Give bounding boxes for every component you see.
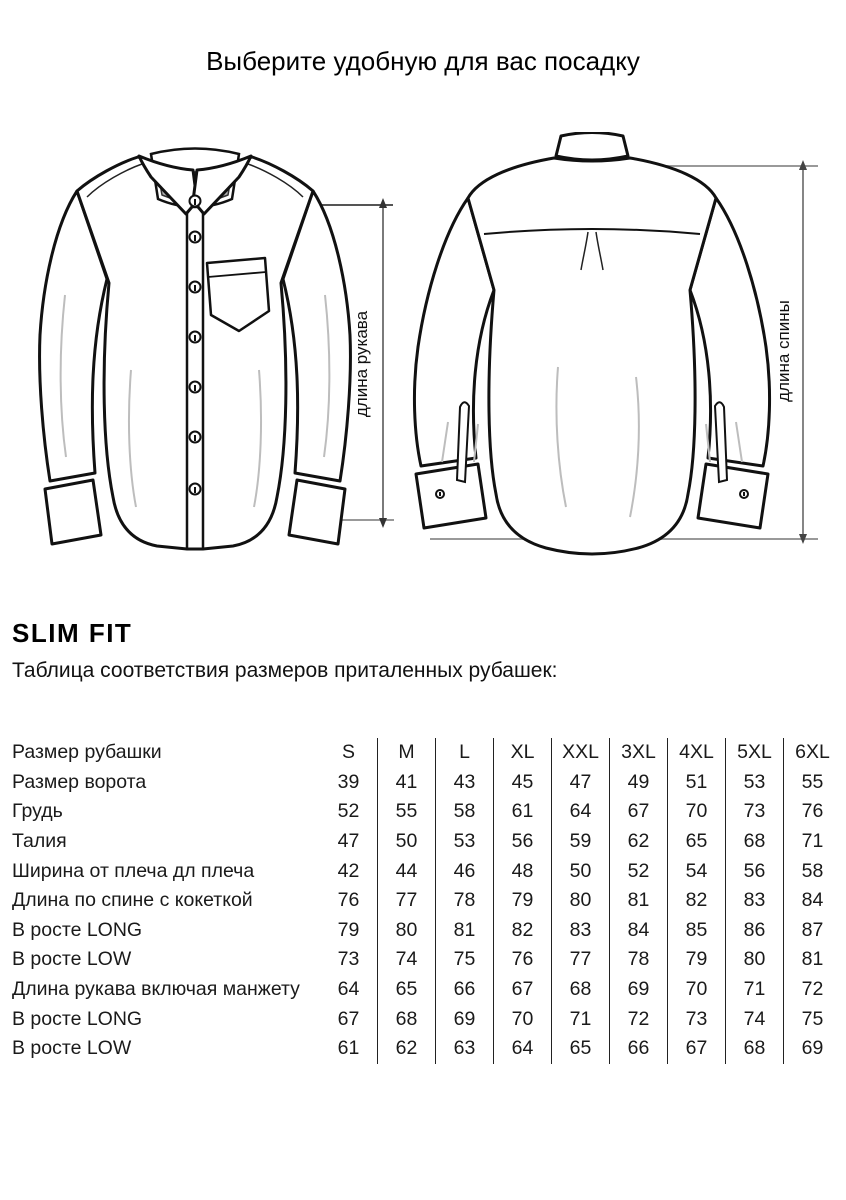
- row-label: Размер ворота: [12, 770, 147, 793]
- table-cell: 6XL: [783, 738, 841, 768]
- table-cell: 67: [337, 1007, 360, 1030]
- row-label: Ширина от плеча дл плеча: [12, 859, 255, 882]
- table-cell: 47: [337, 830, 360, 853]
- fit-heading: SLIM FIT: [12, 618, 133, 648]
- table-cell: 71: [725, 975, 783, 1005]
- table-cell: 77: [377, 886, 435, 916]
- table-cell: 72: [609, 1004, 667, 1034]
- table-cell: 62: [377, 1034, 435, 1064]
- table-cell: 74: [377, 945, 435, 975]
- table-cell: 83: [725, 886, 783, 916]
- back-length-label: длина спины: [774, 300, 793, 402]
- row-label: Длина рукава включая манжету: [12, 978, 300, 1001]
- table-cell: 69: [435, 1004, 493, 1034]
- table-cell: 80: [725, 945, 783, 975]
- row-label: В росте LONG: [12, 1007, 143, 1030]
- table-cell: 56: [725, 856, 783, 886]
- row-label: Талия: [12, 830, 67, 853]
- table-cell: 64: [337, 978, 360, 1001]
- table-cell: 85: [667, 916, 725, 946]
- table-cell: 86: [725, 916, 783, 946]
- table-cell: 65: [377, 975, 435, 1005]
- shirt-front-illustration: [35, 145, 355, 557]
- table-cell: 61: [337, 1037, 360, 1060]
- table-cell: 3XL: [609, 738, 667, 768]
- table-row-2: [0, 827, 846, 857]
- table-caption: Таблица соответствия размеров приталенных рубашек:: [12, 659, 558, 682]
- table-cell: 5XL: [725, 738, 783, 768]
- table-row-6: [0, 945, 846, 975]
- table-cell: 76: [493, 945, 551, 975]
- table-row-3: [0, 856, 846, 886]
- table-cell: 81: [435, 916, 493, 946]
- table-cell: 65: [551, 1034, 609, 1064]
- back-length-arrow: [796, 160, 810, 544]
- table-row-7: [0, 975, 846, 1005]
- table-cell: 87: [783, 916, 841, 946]
- sleeve-length-arrow: [376, 198, 390, 528]
- table-cell: XL: [493, 738, 551, 768]
- table-cell: 48: [493, 856, 551, 886]
- back-left-cuff: [416, 464, 486, 528]
- table-cell: 73: [667, 1004, 725, 1034]
- table-cell: 50: [377, 827, 435, 857]
- table-cell: 81: [609, 886, 667, 916]
- table-cell: 52: [609, 856, 667, 886]
- table-cell: 41: [377, 768, 435, 798]
- table-cell: 64: [551, 797, 609, 827]
- table-cell: 68: [377, 1004, 435, 1034]
- page-title: Выберите удобную для вас посадку: [206, 46, 640, 76]
- table-cell: 55: [377, 797, 435, 827]
- table-cell: 70: [667, 797, 725, 827]
- table-cell: 65: [667, 827, 725, 857]
- row-label: Длина по спине с кокеткой: [12, 889, 253, 912]
- table-cell: 61: [493, 797, 551, 827]
- table-cell: 73: [725, 797, 783, 827]
- front-right-cuff: [289, 480, 345, 544]
- table-cell: 71: [783, 827, 841, 857]
- row-label: В росте LOW: [12, 1037, 132, 1060]
- back-collar-band: [556, 133, 628, 161]
- table-cell: 68: [725, 827, 783, 857]
- table-cell: 67: [667, 1034, 725, 1064]
- row-label: В росте LOW: [12, 948, 132, 971]
- row-label: Размер рубашки: [12, 741, 162, 764]
- table-cell: 53: [725, 768, 783, 798]
- table-cell: 75: [783, 1004, 841, 1034]
- table-cell: 67: [493, 975, 551, 1005]
- sleeve-length-label: длина рукава: [352, 310, 371, 418]
- table-cell: 53: [435, 827, 493, 857]
- table-cell: 79: [493, 886, 551, 916]
- table-cell: 80: [377, 916, 435, 946]
- table-cell: 83: [551, 916, 609, 946]
- table-cell: 73: [337, 948, 360, 971]
- table-cell: 82: [667, 886, 725, 916]
- table-cell: 84: [783, 886, 841, 916]
- table-cell: 58: [783, 856, 841, 886]
- table-cell: 75: [435, 945, 493, 975]
- table-cell: 82: [493, 916, 551, 946]
- table-cell: M: [377, 738, 435, 768]
- table-cell: 63: [435, 1034, 493, 1064]
- size-table: [0, 738, 846, 1064]
- table-cell: 79: [337, 918, 360, 941]
- row-label: В росте LONG: [12, 918, 143, 941]
- row-label: Грудь: [12, 800, 63, 823]
- table-row-5: [0, 916, 846, 946]
- table-cell: 44: [377, 856, 435, 886]
- table-cell: 81: [783, 945, 841, 975]
- table-cell: 76: [337, 889, 360, 912]
- table-cell: 54: [667, 856, 725, 886]
- table-cell: 64: [493, 1034, 551, 1064]
- table-cell: 71: [551, 1004, 609, 1034]
- table-cell: 62: [609, 827, 667, 857]
- table-row-header: [0, 738, 846, 768]
- table-cell: 56: [493, 827, 551, 857]
- table-cell: XXL: [551, 738, 609, 768]
- table-cell: 49: [609, 768, 667, 798]
- table-cell: 39: [337, 770, 360, 793]
- table-cell: 68: [551, 975, 609, 1005]
- table-cell: 66: [435, 975, 493, 1005]
- table-cell: 67: [609, 797, 667, 827]
- back-body: [468, 158, 716, 554]
- table-cell: S: [341, 741, 355, 764]
- table-cell: 80: [551, 886, 609, 916]
- table-cell: 58: [435, 797, 493, 827]
- front-left-cuff: [45, 480, 101, 544]
- table-row-1: [0, 797, 846, 827]
- table-cell: 47: [551, 768, 609, 798]
- table-cell: 66: [609, 1034, 667, 1064]
- shirt-back-illustration: [408, 132, 776, 560]
- table-cell: 69: [783, 1034, 841, 1064]
- back-right-cuff: [698, 464, 768, 528]
- table-cell: 79: [667, 945, 725, 975]
- table-cell: 50: [551, 856, 609, 886]
- table-cell: 84: [609, 916, 667, 946]
- table-cell: 42: [337, 859, 360, 882]
- table-row-9: [0, 1034, 846, 1064]
- table-row-8: [0, 1004, 846, 1034]
- table-cell: 69: [609, 975, 667, 1005]
- table-cell: 52: [337, 800, 360, 823]
- table-cell: 76: [783, 797, 841, 827]
- table-cell: 55: [783, 768, 841, 798]
- table-cell: 4XL: [667, 738, 725, 768]
- table-cell: 74: [725, 1004, 783, 1034]
- table-cell: 51: [667, 768, 725, 798]
- table-cell: 43: [435, 768, 493, 798]
- table-cell: 45: [493, 768, 551, 798]
- table-cell: 70: [493, 1004, 551, 1034]
- table-cell: 70: [667, 975, 725, 1005]
- table-cell: L: [435, 738, 493, 768]
- table-cell: 59: [551, 827, 609, 857]
- table-cell: 72: [783, 975, 841, 1005]
- table-cell: 77: [551, 945, 609, 975]
- table-row-0: [0, 768, 846, 798]
- table-cell: 78: [609, 945, 667, 975]
- table-cell: 78: [435, 886, 493, 916]
- table-cell: 46: [435, 856, 493, 886]
- table-row-4: [0, 886, 846, 916]
- table-cell: 68: [725, 1034, 783, 1064]
